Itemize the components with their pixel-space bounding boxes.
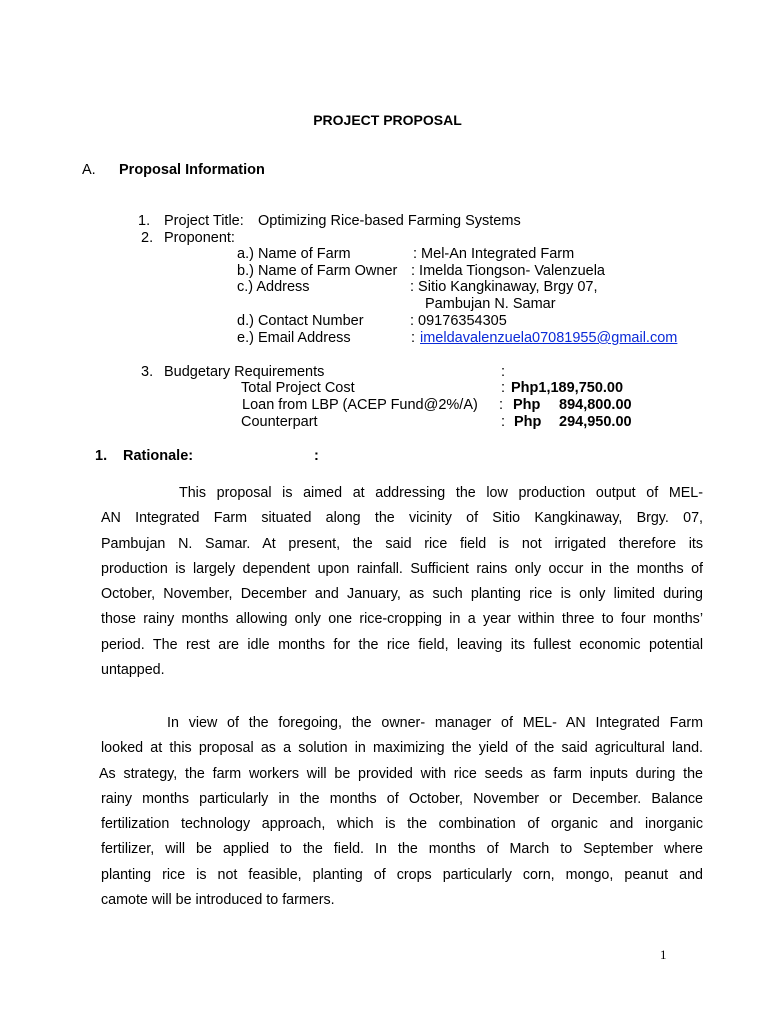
paragraph-line: camote will be introduced to farmers.: [101, 892, 335, 909]
budget-row-amount: 894,800.00: [559, 397, 632, 413]
paragraph-line: fertilizer, will be applied to the field. In the months of March to September where: [101, 841, 703, 858]
budget-row-amount: Php1,189,750.00: [511, 380, 624, 396]
proponent-label: Proponent:: [164, 230, 235, 246]
rationale-heading: Rationale:: [123, 448, 194, 464]
paragraph-line: planting rice is not feasible, planting of crops particularly corn, mongo, peanut and: [101, 866, 703, 883]
paragraph-line: This proposal is aimed at addressing the low production output of MEL-: [179, 485, 703, 501]
budget-label: Budgetary Requirements: [164, 364, 325, 380]
budget-row-label: Loan from LBP (ACEP Fund@2%/A): [242, 397, 478, 413]
project-title-value: Optimizing Rice-based Farming Systems: [258, 213, 521, 229]
item3-number: 3.: [141, 364, 154, 380]
budget-row-currency: Php: [514, 414, 542, 430]
email-label: e.) Email Address: [237, 330, 351, 346]
budget-row-colon: :: [499, 397, 504, 413]
paragraph-line: rainy months particularly in the months of October, November or December. Balance: [101, 790, 703, 807]
section-a-heading: Proposal Information: [119, 162, 265, 178]
email-link[interactable]: imeldavalenzuela07081955@gmail.com: [420, 330, 678, 346]
paragraph-line: As strategy, the farm workers will be provided with rice seeds as farm inputs during the: [99, 765, 703, 782]
address-line2: Pambujan N. Samar: [425, 296, 556, 312]
budget-row-colon: :: [501, 414, 506, 430]
paragraph-line: untapped.: [101, 662, 165, 679]
budget-row-label: Counterpart: [241, 414, 318, 430]
budget-row-label: Total Project Cost: [241, 380, 355, 396]
item2-number: 2.: [141, 230, 154, 246]
paragraph-line: fertilization technology approach, which is the combination of organic and inorganic: [101, 816, 703, 833]
rationale-number: 1.: [95, 448, 108, 464]
paragraph-line: AN Integrated Farm situated along the vicinity of Sitio Kangkinaway, Brgy. 07,: [101, 510, 703, 527]
budget-row-colon: :: [501, 380, 506, 396]
rationale-paragraph-2: [101, 711, 703, 913]
budget-row-amount: 294,950.00: [559, 414, 632, 430]
paragraph-line: Pambujan N. Samar. At present, the said rice field is not irrigated therefore its: [101, 535, 703, 552]
farm-owner-value: : Imelda Tiongson- Valenzuela: [411, 263, 605, 279]
section-a-letter: A.: [82, 162, 96, 178]
page-number: 1: [660, 947, 667, 962]
paragraph-line: October, November, December and January, as such planting rice is only limited during: [101, 586, 703, 603]
budget-colon: :: [501, 364, 506, 380]
rationale-paragraph-1: [101, 481, 703, 683]
paragraph-line: In view of the foregoing, the owner- manager of MEL- AN Integrated Farm: [167, 715, 703, 731]
address-label: c.) Address: [237, 279, 310, 295]
contact-value: : 09176354305: [410, 313, 507, 329]
budget-row-currency: Php: [513, 397, 541, 413]
project-title-label: Project Title:: [164, 213, 244, 229]
paragraph-line: those rainy months allowing only one rice-cropping in a year within three to four months’: [101, 611, 703, 628]
paragraph-line: period. The rest are idle months for the rice field, leaving its fullest economic potential: [101, 636, 703, 653]
farm-owner-label: b.) Name of Farm Owner: [237, 263, 398, 279]
farm-name-label: a.) Name of Farm: [237, 246, 351, 262]
paragraph-line: production is largely dependent upon rainfall. Sufficient rains only occur in the months of: [101, 560, 703, 577]
paragraph-line: looked at this proposal as a solution in maximizing the yield of the said agricultural land.: [101, 740, 703, 757]
item1-number: 1.: [138, 213, 151, 229]
farm-name-value: : Mel-An Integrated Farm: [413, 246, 575, 262]
contact-label: d.) Contact Number: [237, 313, 364, 329]
document-title: PROJECT PROPOSAL: [313, 112, 462, 128]
rationale-colon: :: [314, 448, 319, 464]
address-line1: : Sitio Kangkinaway, Brgy 07,: [410, 279, 598, 295]
email-colon: :: [411, 330, 416, 346]
